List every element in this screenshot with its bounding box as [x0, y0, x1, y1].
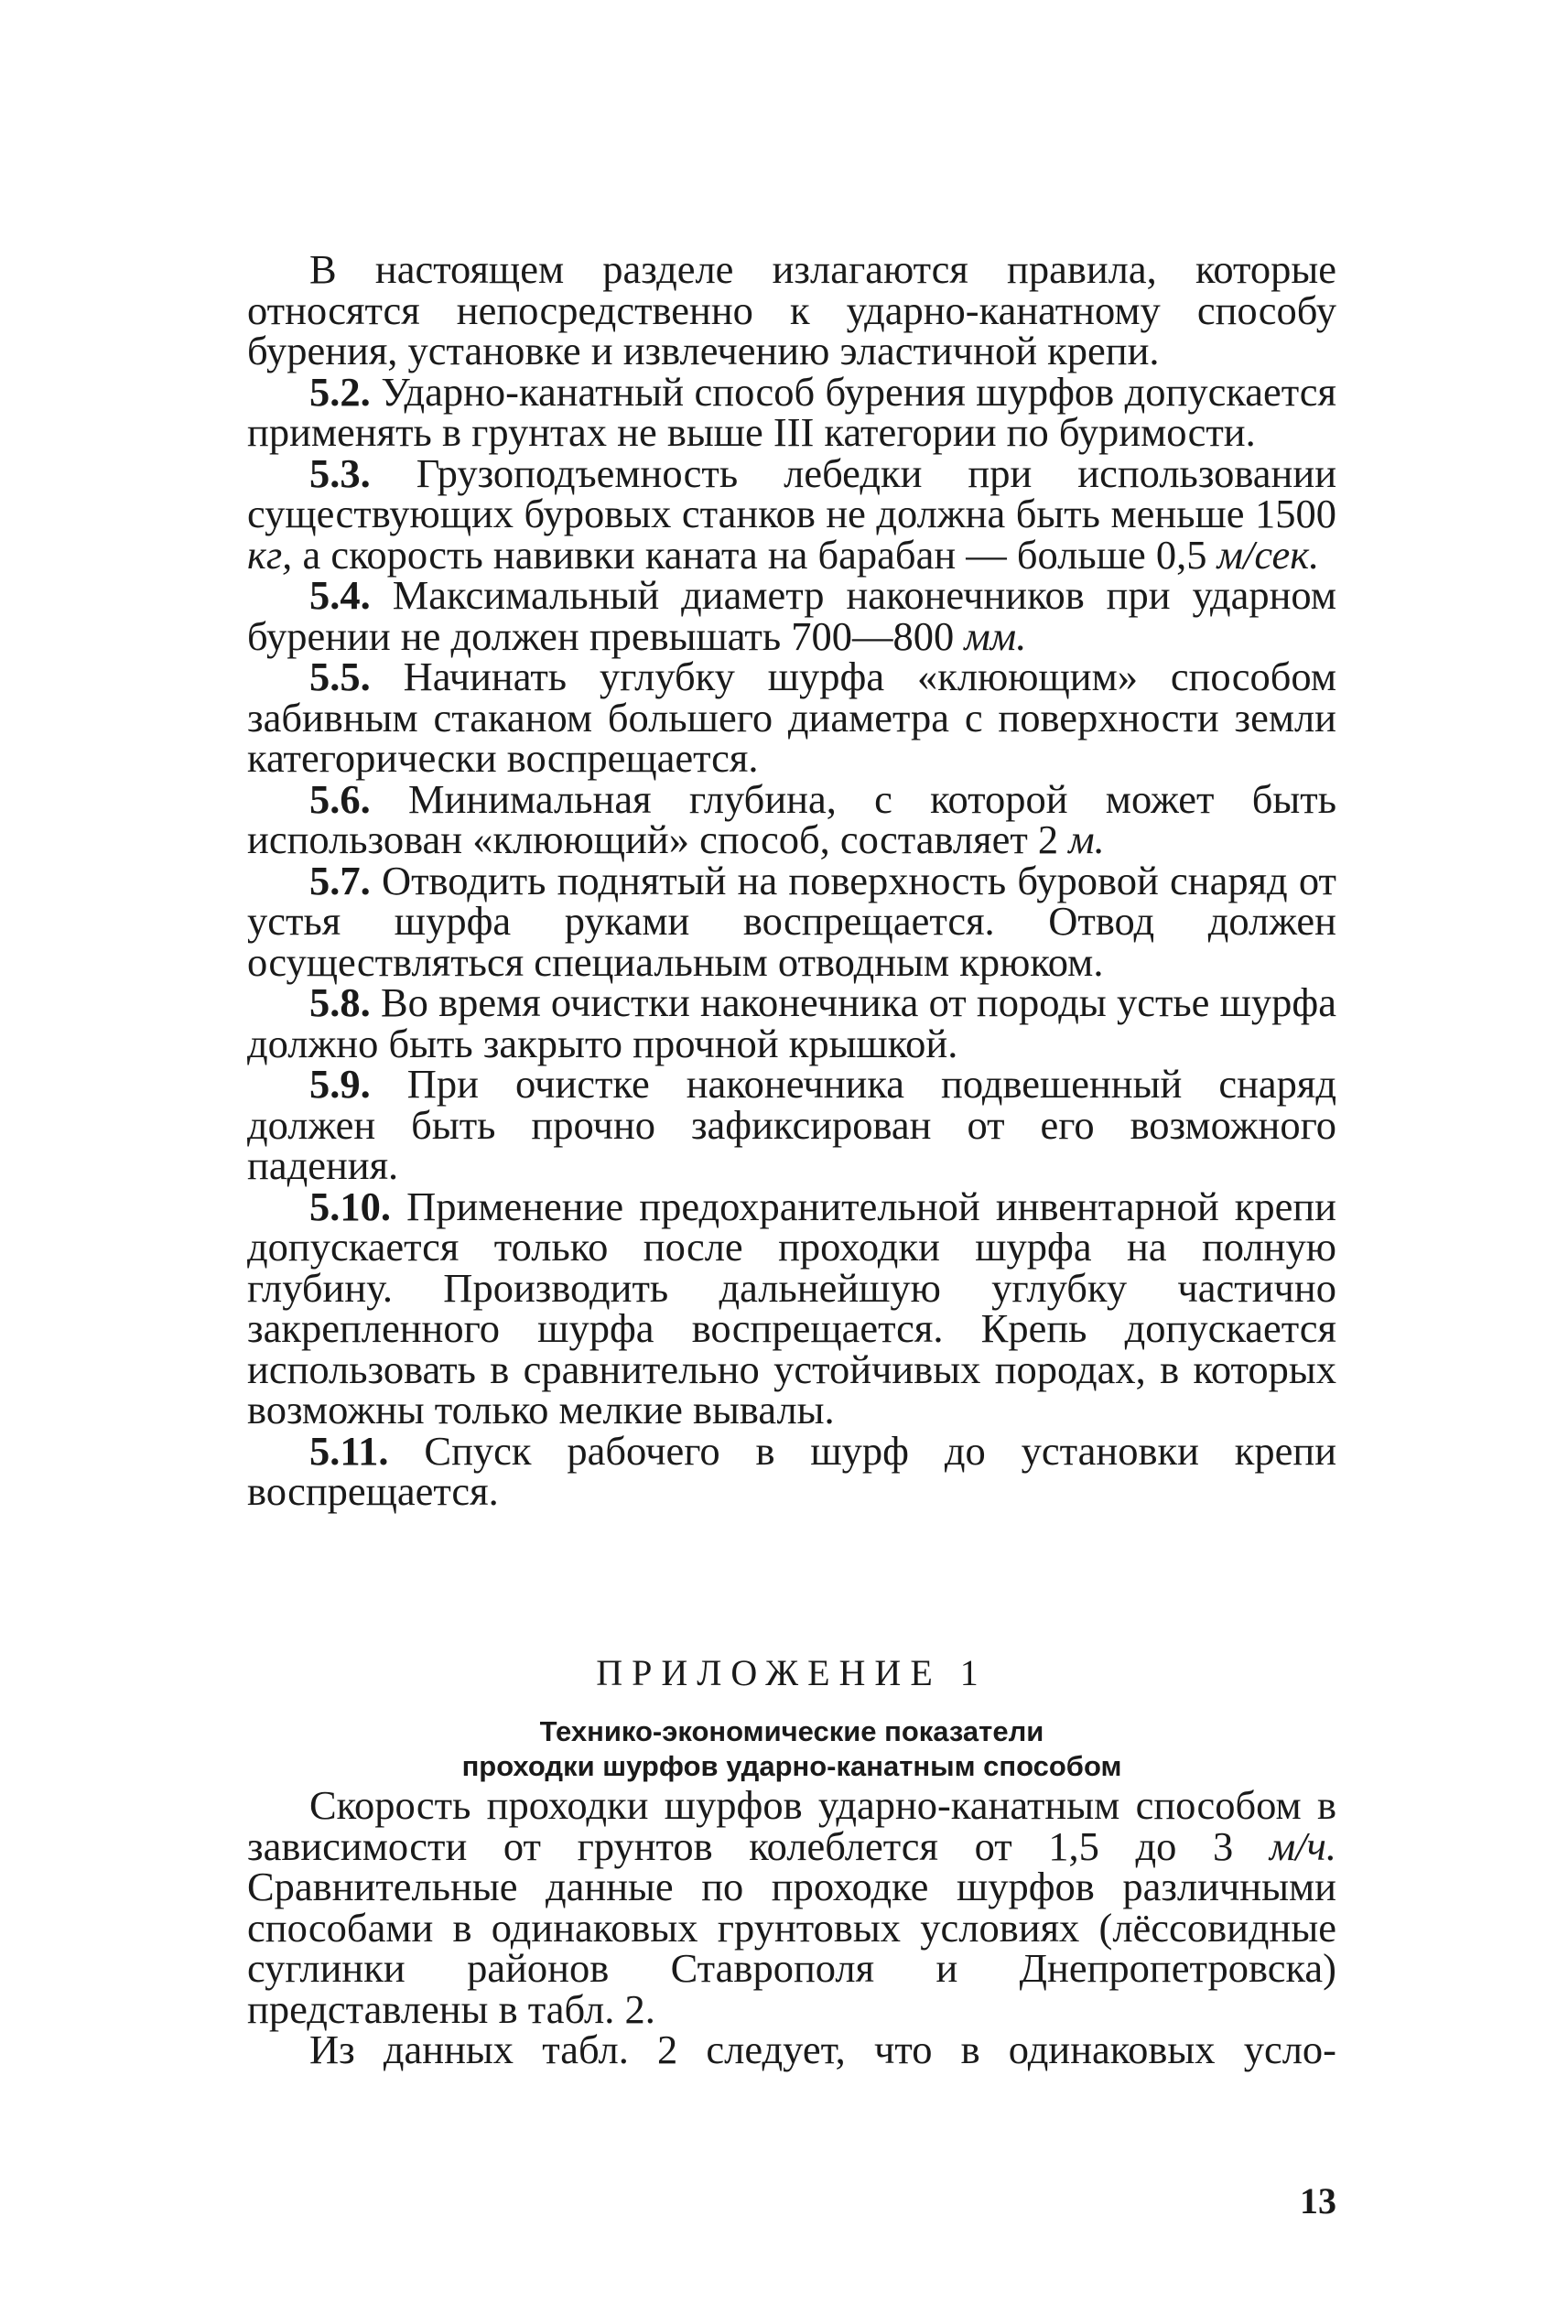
unit-m-per-hour: м/ч.: [1269, 1822, 1336, 1869]
page-number: 13: [1300, 2180, 1336, 2221]
rule-text: Минимальная глубина, с которой может быть использован «клюющий» способ, составляет 2: [247, 775, 1336, 862]
appendix-subtitle: [247, 1714, 1336, 1784]
rule-5-3: [247, 449, 1337, 578]
rule-number: 5.8.: [309, 979, 371, 1025]
appendix-paragraph-2: [247, 2029, 1336, 2070]
rule-text: Начинать углубку шурфа «клюющим» способом забивным стаканом большего диаметра с поверхности земли категорически воспрещается.: [247, 654, 1336, 781]
appendix-subtitle-line-2: проходки шурфов ударно-канатным способом: [461, 1750, 1122, 1782]
rule-5-4: [247, 572, 1336, 659]
rule-text: Отводить поднятый на поверхность буровой снаряд от устья шурфа руками воспрещается. Отвод должен осуществляться специальным отводным крюком.: [247, 857, 1337, 985]
rule-number: 5.4.: [309, 572, 371, 618]
unit-m-per-sec: м/сек.: [1217, 531, 1320, 578]
rule-5-5: [247, 656, 1336, 779]
rule-text: Грузоподъемность лебедки при использовании существующих буровых станков не должна быть меньше 1500: [247, 449, 1337, 536]
paragraph-text-cont: Сравнительные данные по проходке шурфов различными способами в одинаковых грунтовых условиях (лёссовидные суглинки районов Ставрополя и Днепропетровска) представлены в табл. 2.: [247, 1864, 1336, 2032]
rule-text: Ударно-канатный способ бурения шурфов допускается применять в грунтах не выше III категории по буримости.: [247, 368, 1336, 455]
rule-text: Спуск рабочего в шурф до установки крепи воспрещается.: [247, 1427, 1337, 1514]
appendix-subtitle-line-1: Технико-экономические показатели: [539, 1715, 1044, 1747]
safety-rules-section: [247, 246, 1337, 1514]
appendix-body: [247, 1782, 1336, 2072]
appendix-heading: ПРИЛОЖЕНИЕ 1: [596, 1652, 988, 1693]
rule-5-10: [247, 1183, 1336, 1432]
rule-5-7: [247, 857, 1337, 985]
rule-number: 5.3.: [309, 449, 371, 496]
rule-text: Во время очистки наконечника от породы устье шурфа должно быть закрыто прочной крышкой.: [247, 979, 1336, 1066]
rule-text: Максимальный диаметр наконечников при ударном бурении не должен превышать 700—800: [247, 572, 1336, 659]
rule-5-2: [247, 368, 1336, 455]
rule-number: 5.10.: [309, 1183, 391, 1229]
rule-number: 5.9.: [309, 1061, 371, 1107]
rule-5-8: [247, 979, 1336, 1066]
rule-number: 5.7.: [309, 857, 371, 903]
paragraph-text: В настоящем разделе излагаются правила, которые относятся непосредственно к ударно-канатному способу бурения, установке и извлечению эластичной крепи.: [247, 246, 1336, 373]
rule-5-11: [247, 1427, 1337, 1514]
rule-number: 5.2.: [309, 368, 371, 415]
intro-paragraph: [247, 246, 1336, 373]
rule-text-cont: а скорость навивки каната на барабан — больше 0,5: [292, 531, 1217, 578]
paragraph-text: Скорость проходки шурфов ударно-канатным способом в зависимости от грунтов колеблется от 1,5 до 3: [247, 1782, 1336, 1869]
rule-number: 5.11.: [309, 1427, 389, 1474]
rule-text: При очистке наконечника подвешенный снаряд должен быть прочно зафиксирован от его возможного падения.: [247, 1061, 1336, 1188]
rule-text: Применение предохранительной инвентарной крепи допускается только после проходки шурфа на полную глубину. Производить дальнейшую углубку частично закрепленного шурфа воспрещается. Крепь допускается использовать в сравнительно устойчивых породах, в которых возможны только мелкие вывалы.: [247, 1183, 1336, 1432]
rule-number: 5.5.: [309, 654, 371, 699]
paragraph-text: Из данных табл. 2 следует, что в одинаковых усло-: [309, 2027, 1336, 2072]
rule-number: 5.6.: [309, 775, 371, 822]
unit-m: м.: [1068, 816, 1105, 862]
appendix-paragraph-1: [247, 1782, 1336, 2032]
rule-5-6: [247, 775, 1336, 862]
unit-mm: мм.: [964, 612, 1027, 659]
rule-5-9: [247, 1061, 1336, 1188]
unit-kg: кг,: [247, 531, 293, 578]
